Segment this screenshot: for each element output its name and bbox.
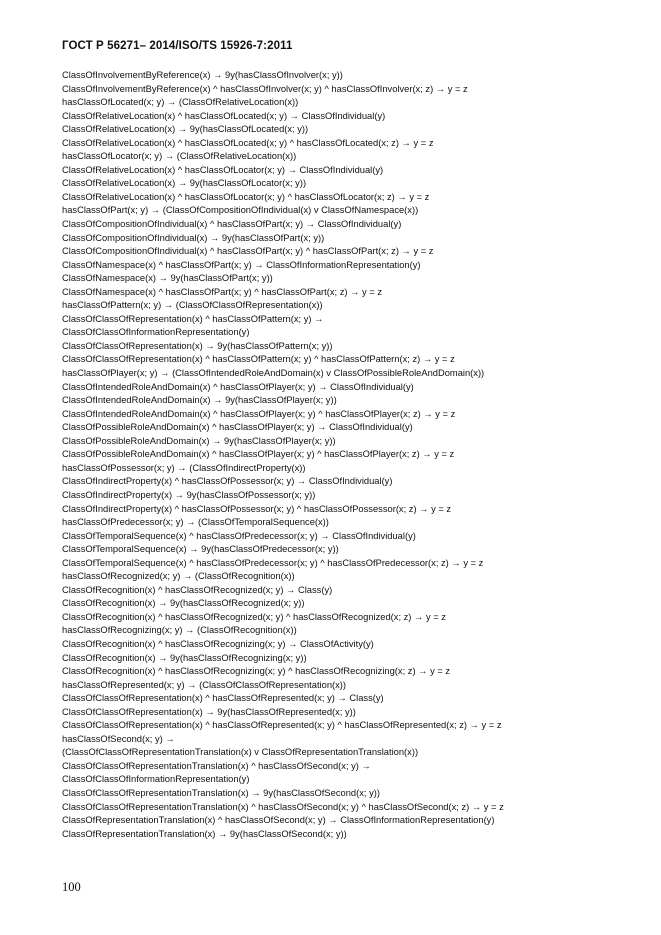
axiom-list <box>62 69 647 841</box>
axiom-line: (ClassOfClassOfRepresentationTranslation(x) v ClassOfRepresentationTranslation(x)) <box>62 747 419 758</box>
axiom-line: ClassOfPossibleRoleAndDomain(x) → 9y(hasClassOfPlayer(x; y)) <box>62 435 336 446</box>
axiom-line: ClassOfClassOfRepresentation(x) ^ hasClassOfRepresented(x; y) → Class(y) <box>62 693 384 704</box>
axiom-line: ClassOfRelativeLocation(x) → 9y(hasClassOfLocator(x; y)) <box>62 178 307 189</box>
axiom-line: ClassOfRecognition(x) ^ hasClassOfRecognized(x; y) ^ hasClassOfRecognized(x; z) → y = z <box>62 611 446 622</box>
axiom-line: ClassOfIndirectProperty(x) → 9y(hasClassOfPossessor(x; y)) <box>62 489 316 500</box>
axiom-line: ClassOfIntendedRoleAndDomain(x) ^ hasClassOfPlayer(x; y) ^ hasClassOfPlayer(x; z) → y = z <box>62 408 456 419</box>
axiom-line: ClassOfClassOfRepresentation(x) → 9y(hasClassOfPattern(x; y)) <box>62 340 333 351</box>
axiom-line: ClassOfCompositionOfIndividual(x) ^ hasClassOfPart(x; y) ^ hasClassOfPart(x; z) → y = z <box>62 246 434 257</box>
axiom-line: ClassOfRecognition(x) → 9y(hasClassOfRecognizing(x; y)) <box>62 652 307 663</box>
axiom-line: ClassOfTemporalSequence(x) ^ hasClassOfPredecessor(x; y) → ClassOfIndividual(y) <box>62 530 416 541</box>
axiom-line: hasClassOfLocated(x; y) → (ClassOfRelativeLocation(x)) <box>62 97 299 108</box>
axiom-line: ClassOfCompositionOfIndividual(x) → 9y(hasClassOfPart(x; y)) <box>62 232 325 243</box>
axiom-line: hasClassOfPredecessor(x; y) → (ClassOfTemporalSequence(x)) <box>62 517 329 528</box>
axiom-line: ClassOfClassOfInformationRepresentation(y) <box>62 774 250 785</box>
axiom-line: hasClassOfRecognizing(x; y) → (ClassOfRecognition(x)) <box>62 625 297 636</box>
axiom-line: ClassOfCompositionOfIndividual(x) ^ hasClassOfPart(x; y) → ClassOfIndividual(y) <box>62 219 402 230</box>
axiom-line: ClassOfRelativeLocation(x) ^ hasClassOfLocated(x; y) → ClassOfIndividual(y) <box>62 110 386 121</box>
axiom-line: ClassOfNamespace(x) → 9y(hasClassOfPart(x; y)) <box>62 273 273 284</box>
axiom-line: ClassOfRecognition(x) ^ hasClassOfRecognizing(x; y) ^ hasClassOfRecognizing(x; z) → y = z <box>62 666 451 677</box>
axiom-line: ClassOfClassOfInformationRepresentation(y) <box>62 327 250 338</box>
axiom-line: hasClassOfPlayer(x; y) → (ClassOfIntendedRoleAndDomain(x) v ClassOfPossibleRoleAndDomain(x)) <box>62 368 485 379</box>
axiom-line: hasClassOfPossessor(x; y) → (ClassOfIndirectProperty(x)) <box>62 462 306 473</box>
axiom-line: hasClassOfPart(x; y) → (ClassOfCompositionOfIndividual(x) v ClassOfNamespace(x)) <box>62 205 419 216</box>
axiom-line: ClassOfPossibleRoleAndDomain(x) ^ hasClassOfPlayer(x; y) ^ hasClassOfPlayer(x; z) → y = z <box>62 449 455 460</box>
axiom-line: ClassOfNamespace(x) ^ hasClassOfPart(x; y) → ClassOfInformationRepresentation(y) <box>62 259 421 270</box>
axiom-line: ClassOfRelativeLocation(x) ^ hasClassOfLocator(x; y) → ClassOfIndividual(y) <box>62 164 384 175</box>
axiom-line: ClassOfClassOfRepresentationTranslation(x) ^ hasClassOfSecond(x; y) → <box>62 760 371 771</box>
axiom-line: ClassOfRelativeLocation(x) → 9y(hasClassOfLocated(x; y)) <box>62 124 309 135</box>
axiom-line: ClassOfClassOfRepresentation(x) → 9y(hasClassOfRepresented(x; y)) <box>62 706 356 717</box>
axiom-line: ClassOfRepresentationTranslation(x) → 9y(hasClassOfSecond(x; y)) <box>62 828 347 839</box>
axiom-line: ClassOfRelativeLocation(x) ^ hasClassOfLocated(x; y) ^ hasClassOfLocated(x; z) → y = z <box>62 137 434 148</box>
axiom-line: ClassOfInvolvementByReference(x) ^ hasClassOfInvolver(x; y) ^ hasClassOfInvolver(x; z) → y = z <box>62 83 468 94</box>
axiom-line: ClassOfRepresentationTranslation(x) ^ hasClassOfSecond(x; y) → ClassOfInformationRepresentation(y) <box>62 815 495 826</box>
axiom-line: ClassOfIndirectProperty(x) ^ hasClassOfPossessor(x; y) → ClassOfIndividual(y) <box>62 476 393 487</box>
axiom-line: ClassOfTemporalSequence(x) ^ hasClassOfPredecessor(x; y) ^ hasClassOfPredecessor(x; z) → y = z <box>62 557 484 568</box>
axiom-line: ClassOfIntendedRoleAndDomain(x) → 9y(hasClassOfPlayer(x; y)) <box>62 395 337 406</box>
axiom-line: ClassOfRecognition(x) → 9y(hasClassOfRecognized(x; y)) <box>62 598 305 609</box>
page-number: 100 <box>62 880 81 894</box>
axiom-line: hasClassOfRepresented(x; y) → (ClassOfClassOfRepresentation(x)) <box>62 679 347 690</box>
axiom-line: ClassOfRecognition(x) ^ hasClassOfRecognizing(x; y) → ClassOfActivity(y) <box>62 638 374 649</box>
axiom-line: ClassOfIntendedRoleAndDomain(x) ^ hasClassOfPlayer(x; y) → ClassOfIndividual(y) <box>62 381 414 392</box>
axiom-line: ClassOfPossibleRoleAndDomain(x) ^ hasClassOfPlayer(x; y) → ClassOfIndividual(y) <box>62 422 413 433</box>
axiom-line: ClassOfTemporalSequence(x) → 9y(hasClassOfPredecessor(x; y)) <box>62 544 339 555</box>
axiom-line: ClassOfNamespace(x) ^ hasClassOfPart(x; y) ^ hasClassOfPart(x; z) → y = z <box>62 286 383 297</box>
axiom-line: hasClassOfRecognized(x; y) → (ClassOfRecognition(x)) <box>62 571 295 582</box>
axiom-line: ClassOfClassOfRepresentationTranslation(x) ^ hasClassOfSecond(x; y) ^ hasClassOfSecond(x; z) → y = z <box>62 801 504 812</box>
axiom-line: hasClassOfLocator(x; y) → (ClassOfRelativeLocation(x)) <box>62 151 297 162</box>
document-header: ГОСТ Р 56271– 2014/ISO/TS 15926-7:2011 <box>62 40 293 52</box>
axiom-line: hasClassOfSecond(x; y) → <box>62 733 175 744</box>
axiom-line: ClassOfInvolvementByReference(x) → 9y(hasClassOfInvolver(x; y)) <box>62 70 343 80</box>
axiom-line: ClassOfRelativeLocation(x) ^ hasClassOfLocator(x; y) ^ hasClassOfLocator(x; z) → y = z <box>62 191 430 202</box>
axiom-line: ClassOfClassOfRepresentationTranslation(x) → 9y(hasClassOfSecond(x; y)) <box>62 787 380 798</box>
axiom-line: ClassOfClassOfRepresentation(x) ^ hasClassOfPattern(x; y) ^ hasClassOfPattern(x; z) → y = z <box>62 354 455 365</box>
axiom-line: hasClassOfPattern(x; y) → (ClassOfClassOfRepresentation(x)) <box>62 300 323 311</box>
axiom-line: ClassOfIndirectProperty(x) ^ hasClassOfPossessor(x; y) ^ hasClassOfPossessor(x; z) → y = z <box>62 503 452 514</box>
axiom-line: ClassOfRecognition(x) ^ hasClassOfRecognized(x; y) → Class(y) <box>62 584 333 595</box>
axiom-line: ClassOfClassOfRepresentation(x) ^ hasClassOfPattern(x; y) → <box>62 313 324 324</box>
axiom-line: ClassOfClassOfRepresentation(x) ^ hasClassOfRepresented(x; y) ^ hasClassOfRepresented(x; z) → y = z <box>62 720 502 731</box>
